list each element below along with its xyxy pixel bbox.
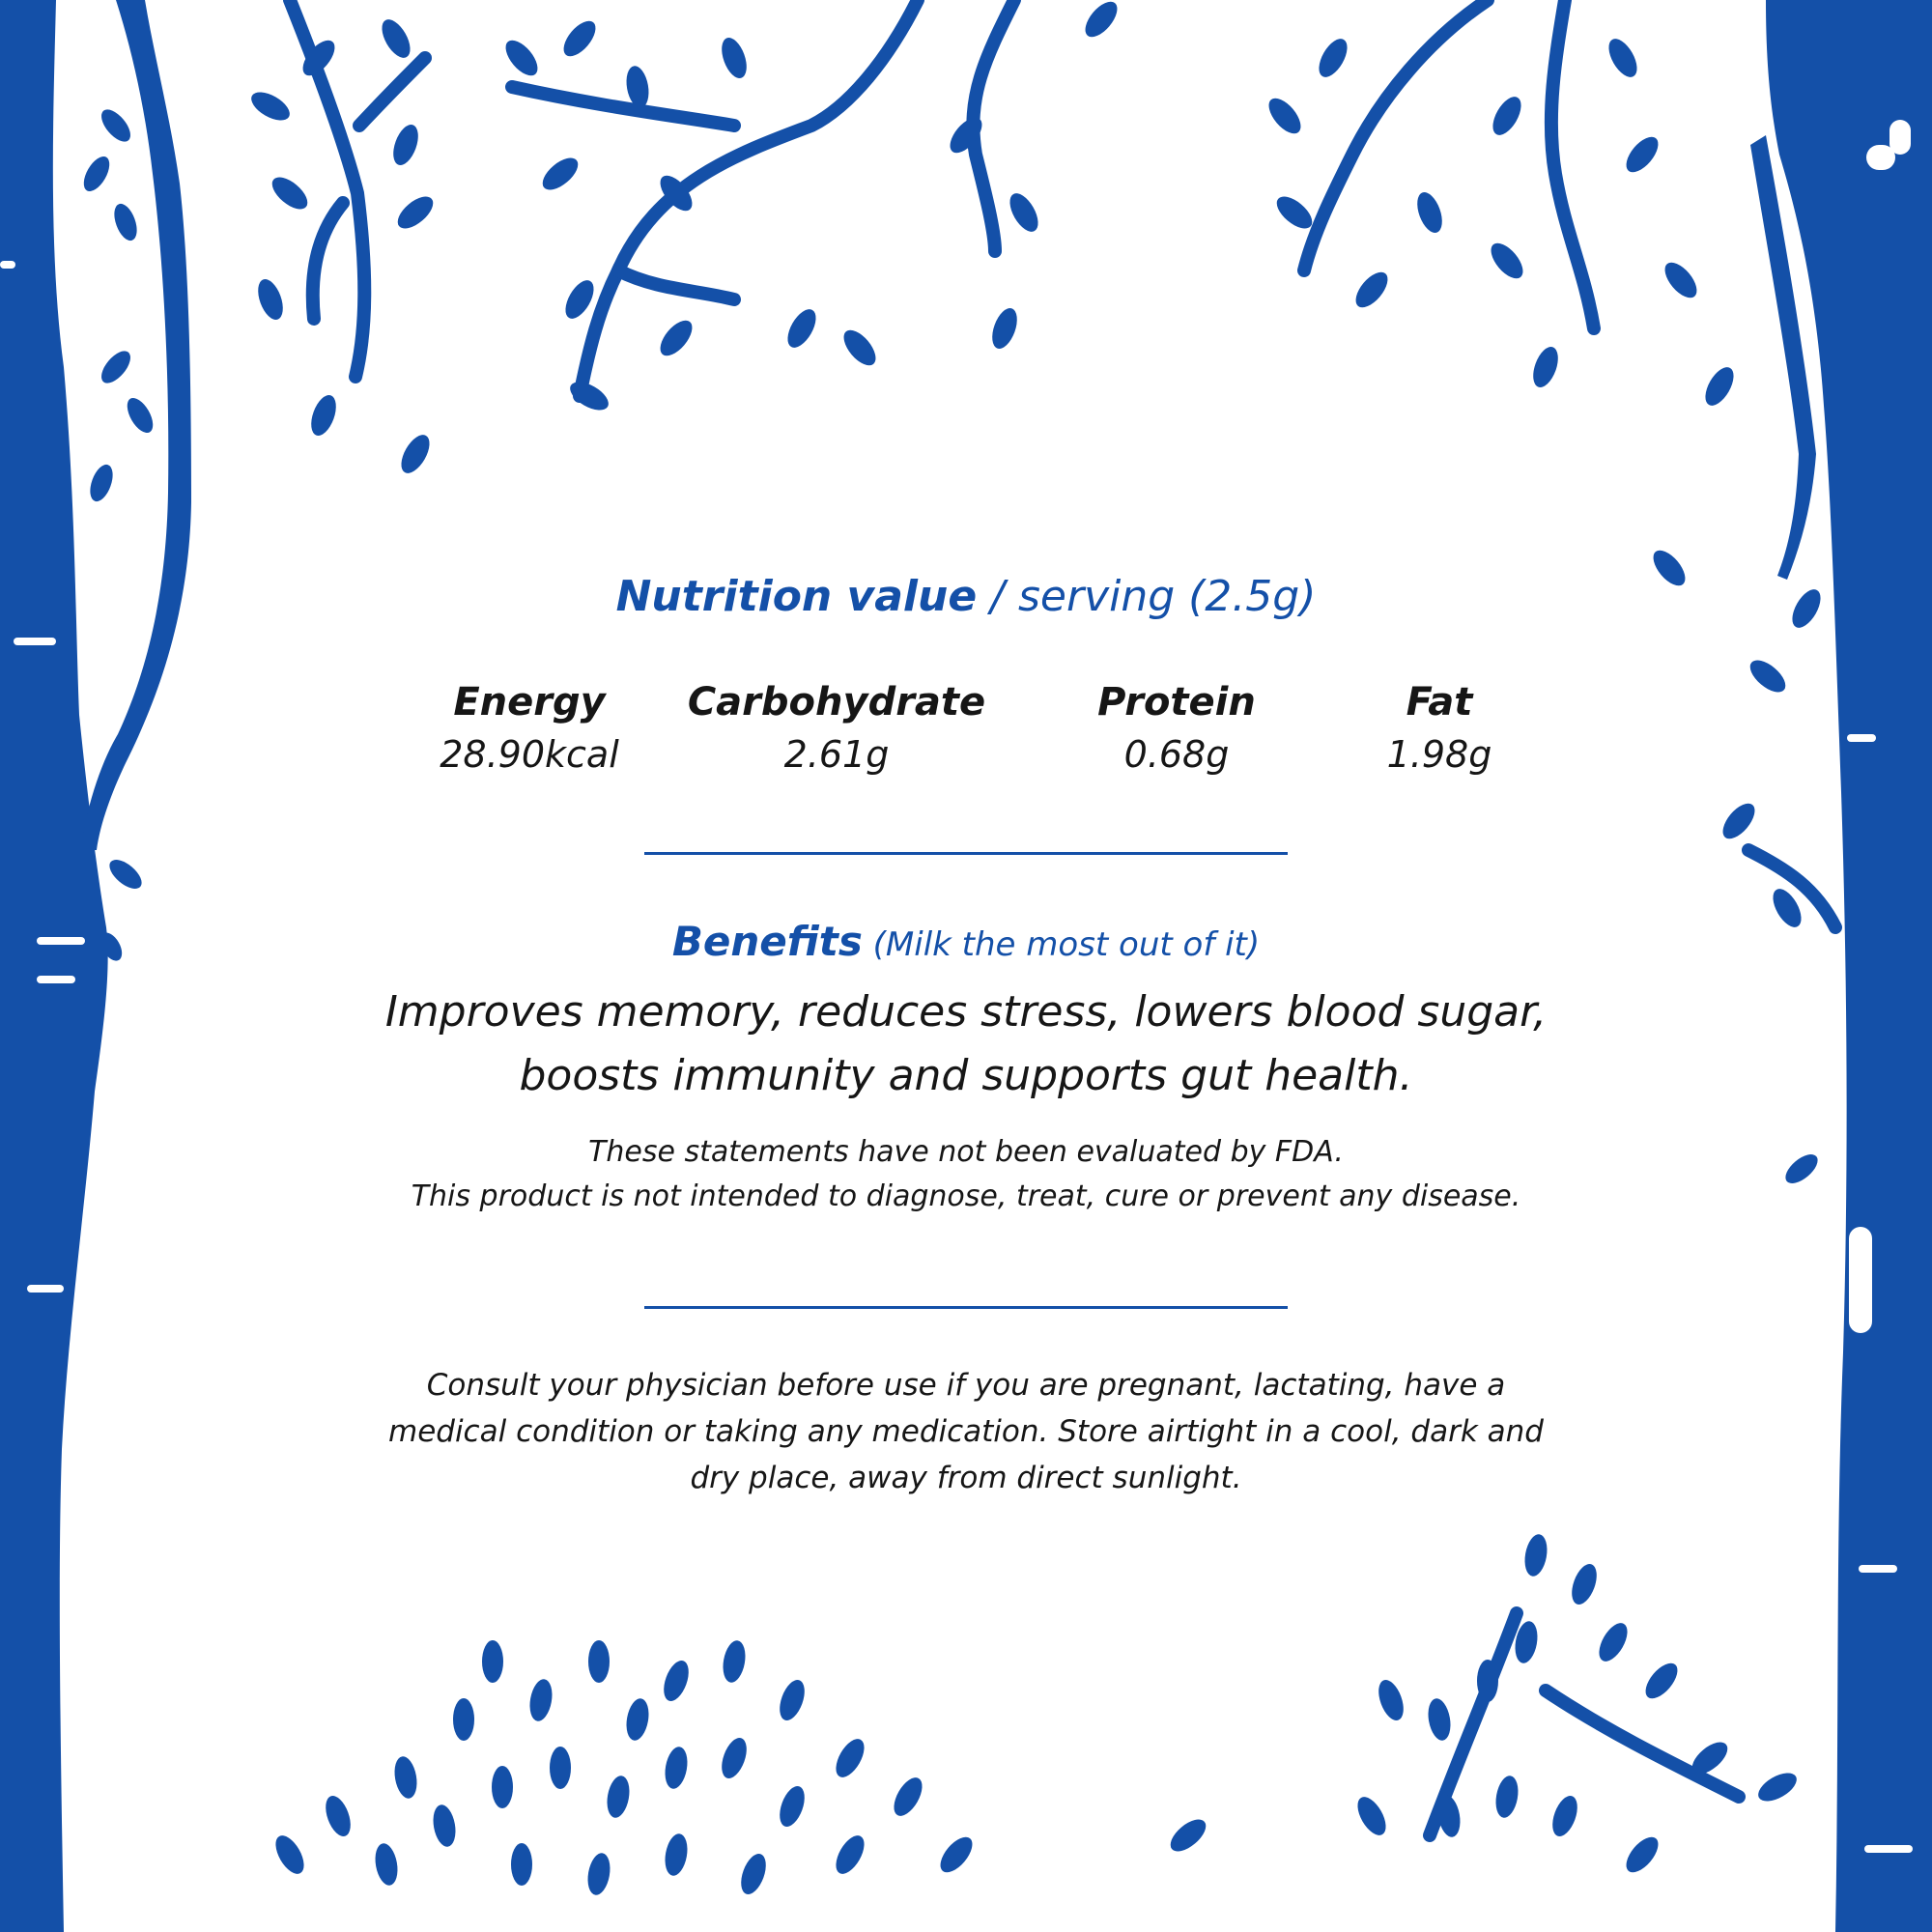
divider <box>644 1306 1288 1309</box>
consult-line: medical condition or taking any medication. Store airtight in a cool, dark and <box>388 1414 1544 1449</box>
nutrition-item-carbohydrate <box>682 676 991 781</box>
benefits-line: Improves memory, reduces stress, lowers blood sugar, <box>384 987 1548 1037</box>
consult-line: dry place, away from direct sunlight. <box>690 1461 1242 1495</box>
benefits-line: boosts immunity and supports gut health. <box>519 1051 1413 1100</box>
nutrition-value: 1.98g <box>1386 733 1492 776</box>
benefits-title-sub: (Milk the most out of it) <box>862 925 1261 964</box>
divider <box>644 852 1288 855</box>
nutrition-value: 0.68g <box>1123 733 1230 776</box>
branch-with-leaves-icon <box>313 203 343 319</box>
nutrition-label: Fat <box>1406 680 1473 724</box>
benefits-text <box>290 980 1642 1108</box>
nutrition-title-bold: Nutrition value <box>615 572 978 621</box>
consult-line: Consult your physician before use if you are pregnant, lactating, have a <box>426 1368 1506 1403</box>
nutrition-value: 2.61g <box>783 733 890 776</box>
disclaimer-line: This product is not intended to diagnose, treat, cure or prevent any disease. <box>411 1179 1521 1213</box>
branch-with-leaves-icon <box>359 58 425 126</box>
fda-disclaimer <box>290 1130 1642 1219</box>
branch-with-leaves-icon <box>1304 0 1488 270</box>
nutrition-item-energy <box>375 676 684 781</box>
nutrition-item-fat <box>1285 676 1594 781</box>
left-birch-trunk-icon <box>0 0 108 1932</box>
nutrition-title-serving: / serving (2.5g) <box>977 572 1317 621</box>
nutrition-value: 28.90kcal <box>440 733 619 776</box>
disclaimer-line: These statements have not been evaluated by FDA. <box>588 1135 1344 1169</box>
branch-with-leaves-icon <box>618 270 734 299</box>
nutrition-title <box>290 572 1642 621</box>
branch-with-leaves-icon <box>1551 0 1594 328</box>
branch-with-leaves-icon <box>580 0 918 396</box>
benefits-title <box>290 918 1642 965</box>
branch-with-leaves-icon <box>1546 1690 1739 1797</box>
nutrition-label: Protein <box>1097 680 1256 724</box>
consult-warning <box>348 1362 1584 1501</box>
nutrition-label: Energy <box>453 680 606 724</box>
benefits-title-bold: Benefits <box>671 918 863 965</box>
nutrition-label: Carbohydrate <box>687 680 986 724</box>
branch-with-leaves-icon <box>512 87 734 126</box>
